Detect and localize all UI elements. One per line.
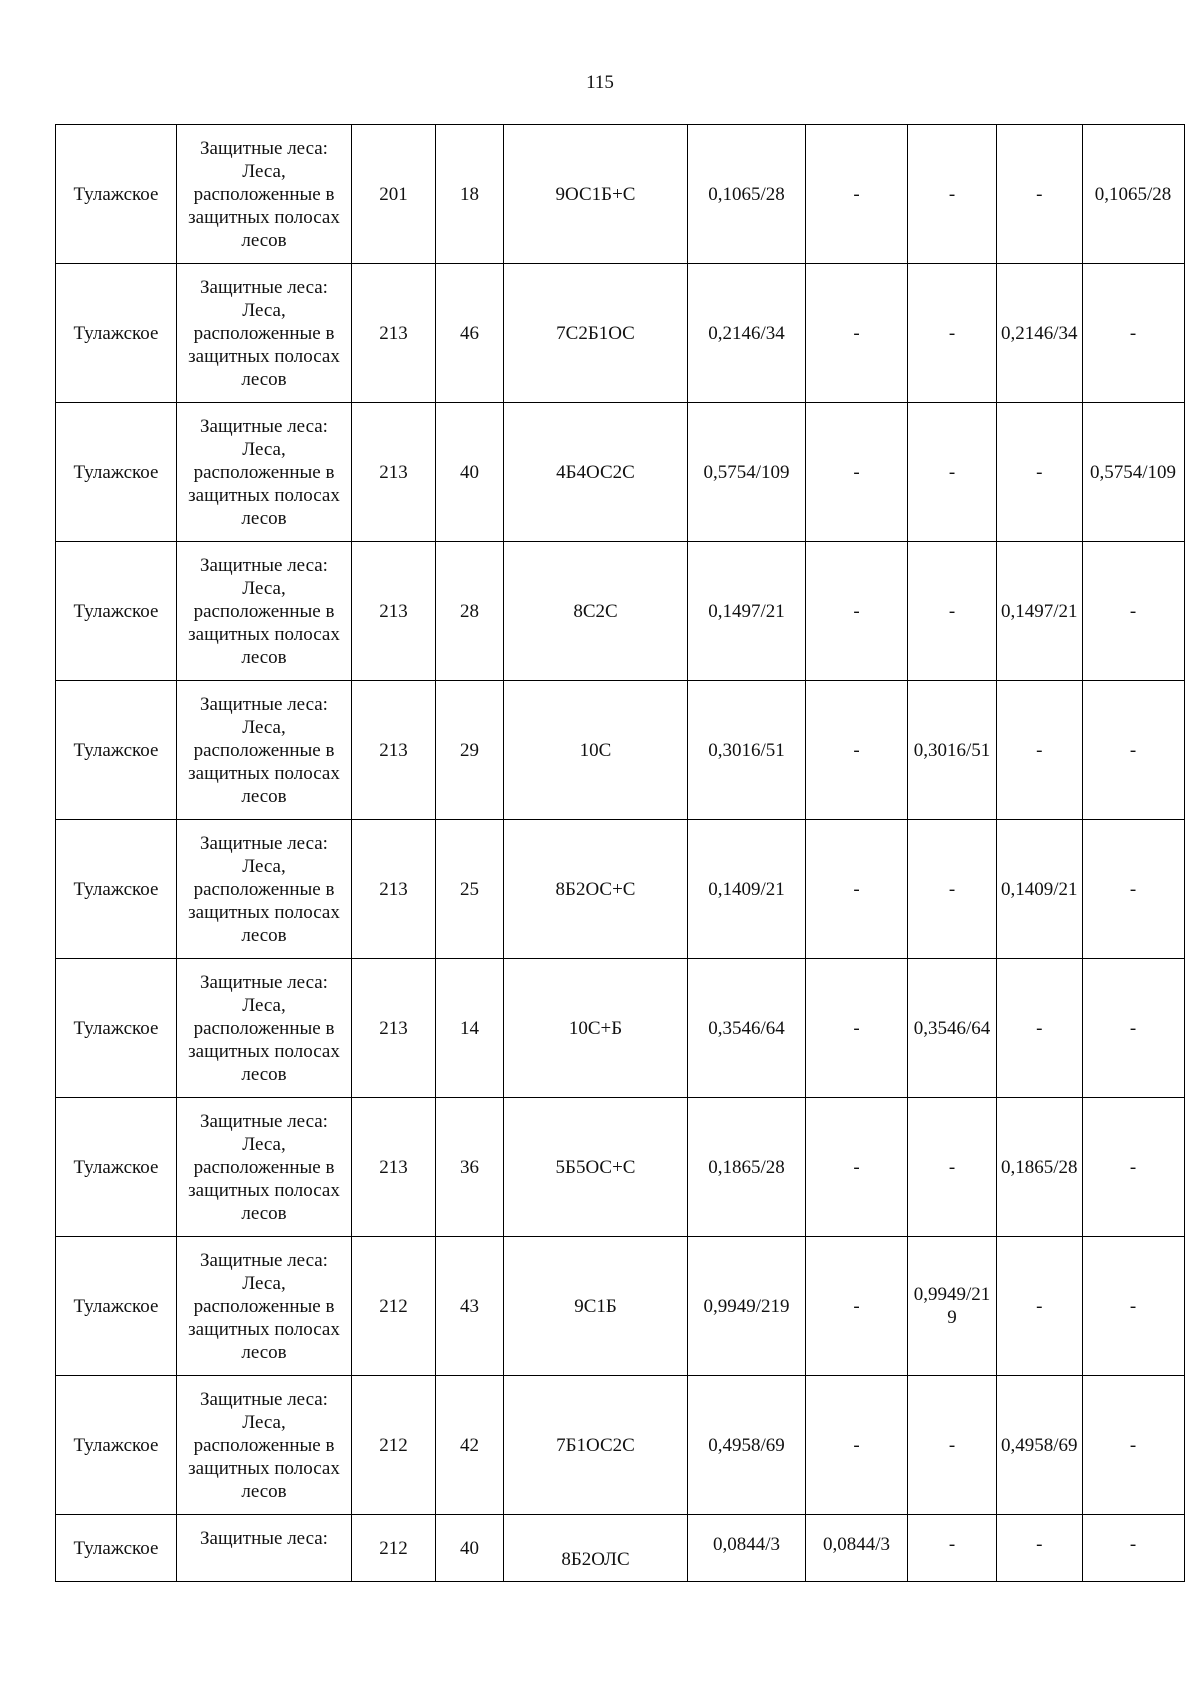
quarter-cell: 213 bbox=[352, 681, 436, 820]
area-col-1-cell: - bbox=[806, 542, 908, 681]
category-cell: Защитные леса: Леса, расположенные в защитных полосах лесов bbox=[177, 264, 352, 403]
category-cell: Защитные леса: Леса, расположенные в защитных полосах лесов bbox=[177, 1376, 352, 1515]
plot-cell: 46 bbox=[436, 264, 504, 403]
table-row bbox=[56, 125, 1185, 264]
area-col-1-cell: - bbox=[806, 264, 908, 403]
area-col-4-cell: - bbox=[1082, 1237, 1184, 1376]
area-col-4-cell: - bbox=[1082, 1515, 1184, 1582]
forestry-cell: Тулажское bbox=[56, 1098, 177, 1237]
area-col-2-cell: - bbox=[908, 1098, 997, 1237]
area-col-3-cell: 0,1497/21 bbox=[997, 542, 1083, 681]
composition-cell: 10С+Б bbox=[504, 959, 688, 1098]
forestry-cell: Тулажское bbox=[56, 820, 177, 959]
area-col-2-cell: - bbox=[908, 1376, 997, 1515]
area-col-4-cell: - bbox=[1082, 1376, 1184, 1515]
quarter-cell: 213 bbox=[352, 264, 436, 403]
table-body bbox=[56, 125, 1185, 1582]
area-col-1-cell: - bbox=[806, 681, 908, 820]
area-col-2-cell: - bbox=[908, 125, 997, 264]
area-col-1-cell: - bbox=[806, 959, 908, 1098]
plot-cell: 40 bbox=[436, 1515, 504, 1582]
category-cell: Защитные леса: Леса, расположенные в защитных полосах лесов bbox=[177, 542, 352, 681]
category-cell: Защитные леса: Леса, расположенные в защитных полосах лесов bbox=[177, 820, 352, 959]
quarter-cell: 212 bbox=[352, 1515, 436, 1582]
category-cell: Защитные леса: Леса, расположенные в защитных полосах лесов bbox=[177, 125, 352, 264]
area-col-4-cell: - bbox=[1082, 959, 1184, 1098]
area-col-3-cell: 0,1409/21 bbox=[997, 820, 1083, 959]
quarter-cell: 213 bbox=[352, 959, 436, 1098]
area-col-1-cell: - bbox=[806, 125, 908, 264]
total-area-cell: 0,2146/34 bbox=[688, 264, 806, 403]
area-col-2-cell: 0,3016/51 bbox=[908, 681, 997, 820]
quarter-cell: 213 bbox=[352, 1098, 436, 1237]
quarter-cell: 212 bbox=[352, 1376, 436, 1515]
table-row bbox=[56, 1098, 1185, 1237]
area-col-2-cell: - bbox=[908, 820, 997, 959]
total-area-cell: 0,9949/219 bbox=[688, 1237, 806, 1376]
category-cell: Защитные леса: Леса, расположенные в защитных полосах лесов bbox=[177, 959, 352, 1098]
composition-cell: 4Б4ОС2С bbox=[504, 403, 688, 542]
quarter-cell: 213 bbox=[352, 403, 436, 542]
composition-cell: 9ОС1Б+С bbox=[504, 125, 688, 264]
forestry-cell: Тулажское bbox=[56, 1376, 177, 1515]
total-area-cell: 0,1497/21 bbox=[688, 542, 806, 681]
quarter-cell: 201 bbox=[352, 125, 436, 264]
area-col-2-cell: 0,3546/64 bbox=[908, 959, 997, 1098]
plot-cell: 43 bbox=[436, 1237, 504, 1376]
table-row bbox=[56, 1237, 1185, 1376]
area-col-3-cell: 0,1865/28 bbox=[997, 1098, 1083, 1237]
area-col-4-cell: 0,1065/28 bbox=[1082, 125, 1184, 264]
total-area-cell: 0,5754/109 bbox=[688, 403, 806, 542]
table-row bbox=[56, 1376, 1185, 1515]
table-row bbox=[56, 820, 1185, 959]
area-col-1-cell: - bbox=[806, 1376, 908, 1515]
area-col-3-cell: 0,4958/69 bbox=[997, 1376, 1083, 1515]
composition-cell: 8Б2ОЛС bbox=[504, 1515, 688, 1582]
area-col-3-cell: 0,2146/34 bbox=[997, 264, 1083, 403]
category-cell: Защитные леса: Леса, расположенные в защитных полосах лесов bbox=[177, 1237, 352, 1376]
table-row bbox=[56, 1515, 1185, 1582]
plot-cell: 18 bbox=[436, 125, 504, 264]
area-col-1-cell: 0,0844/3 bbox=[806, 1515, 908, 1582]
composition-cell: 8С2С bbox=[504, 542, 688, 681]
plot-cell: 40 bbox=[436, 403, 504, 542]
area-col-4-cell: - bbox=[1082, 1098, 1184, 1237]
area-col-4-cell: - bbox=[1082, 820, 1184, 959]
composition-cell: 9С1Б bbox=[504, 1237, 688, 1376]
area-col-2-cell: - bbox=[908, 1515, 997, 1582]
forestry-cell: Тулажское bbox=[56, 125, 177, 264]
plot-cell: 29 bbox=[436, 681, 504, 820]
composition-cell: 7С2Б1ОС bbox=[504, 264, 688, 403]
total-area-cell: 0,1065/28 bbox=[688, 125, 806, 264]
area-col-2-cell: - bbox=[908, 403, 997, 542]
total-area-cell: 0,4958/69 bbox=[688, 1376, 806, 1515]
table-row bbox=[56, 264, 1185, 403]
category-cell: Защитные леса: bbox=[177, 1515, 352, 1582]
area-col-1-cell: - bbox=[806, 820, 908, 959]
table-row bbox=[56, 959, 1185, 1098]
plot-cell: 36 bbox=[436, 1098, 504, 1237]
area-col-4-cell: 0,5754/109 bbox=[1082, 403, 1184, 542]
category-cell: Защитные леса: Леса, расположенные в защитных полосах лесов bbox=[177, 403, 352, 542]
table-row bbox=[56, 403, 1185, 542]
quarter-cell: 212 bbox=[352, 1237, 436, 1376]
forestry-cell: Тулажское bbox=[56, 403, 177, 542]
forest-plots-table bbox=[55, 124, 1185, 1582]
composition-cell: 5Б5ОС+С bbox=[504, 1098, 688, 1237]
area-col-3-cell: - bbox=[997, 1515, 1083, 1582]
forestry-cell: Тулажское bbox=[56, 1515, 177, 1582]
area-col-2-cell: - bbox=[908, 264, 997, 403]
plot-cell: 42 bbox=[436, 1376, 504, 1515]
composition-cell: 10С bbox=[504, 681, 688, 820]
area-col-2-cell: 0,9949/219 bbox=[908, 1237, 997, 1376]
area-col-1-cell: - bbox=[806, 1098, 908, 1237]
forestry-cell: Тулажское bbox=[56, 959, 177, 1098]
plot-cell: 14 bbox=[436, 959, 504, 1098]
table-row bbox=[56, 681, 1185, 820]
total-area-cell: 0,3546/64 bbox=[688, 959, 806, 1098]
plot-cell: 25 bbox=[436, 820, 504, 959]
area-col-3-cell: - bbox=[997, 1237, 1083, 1376]
forestry-cell: Тулажское bbox=[56, 542, 177, 681]
area-col-3-cell: - bbox=[997, 403, 1083, 542]
quarter-cell: 213 bbox=[352, 820, 436, 959]
table-row bbox=[56, 542, 1185, 681]
forestry-cell: Тулажское bbox=[56, 1237, 177, 1376]
quarter-cell: 213 bbox=[352, 542, 436, 681]
total-area-cell: 0,0844/3 bbox=[688, 1515, 806, 1582]
forestry-cell: Тулажское bbox=[56, 681, 177, 820]
area-col-1-cell: - bbox=[806, 403, 908, 542]
category-cell: Защитные леса: Леса, расположенные в защитных полосах лесов bbox=[177, 681, 352, 820]
area-col-4-cell: - bbox=[1082, 542, 1184, 681]
area-col-3-cell: - bbox=[997, 125, 1083, 264]
area-col-3-cell: - bbox=[997, 959, 1083, 1098]
total-area-cell: 0,3016/51 bbox=[688, 681, 806, 820]
forestry-cell: Тулажское bbox=[56, 264, 177, 403]
composition-cell: 7Б1ОС2С bbox=[504, 1376, 688, 1515]
area-col-3-cell: - bbox=[997, 681, 1083, 820]
category-cell: Защитные леса: Леса, расположенные в защитных полосах лесов bbox=[177, 1098, 352, 1237]
area-col-2-cell: - bbox=[908, 542, 997, 681]
page-number: 115 bbox=[586, 72, 614, 93]
total-area-cell: 0,1409/21 bbox=[688, 820, 806, 959]
total-area-cell: 0,1865/28 bbox=[688, 1098, 806, 1237]
area-col-4-cell: - bbox=[1082, 681, 1184, 820]
plot-cell: 28 bbox=[436, 542, 504, 681]
area-col-4-cell: - bbox=[1082, 264, 1184, 403]
composition-cell: 8Б2ОС+С bbox=[504, 820, 688, 959]
area-col-1-cell: - bbox=[806, 1237, 908, 1376]
